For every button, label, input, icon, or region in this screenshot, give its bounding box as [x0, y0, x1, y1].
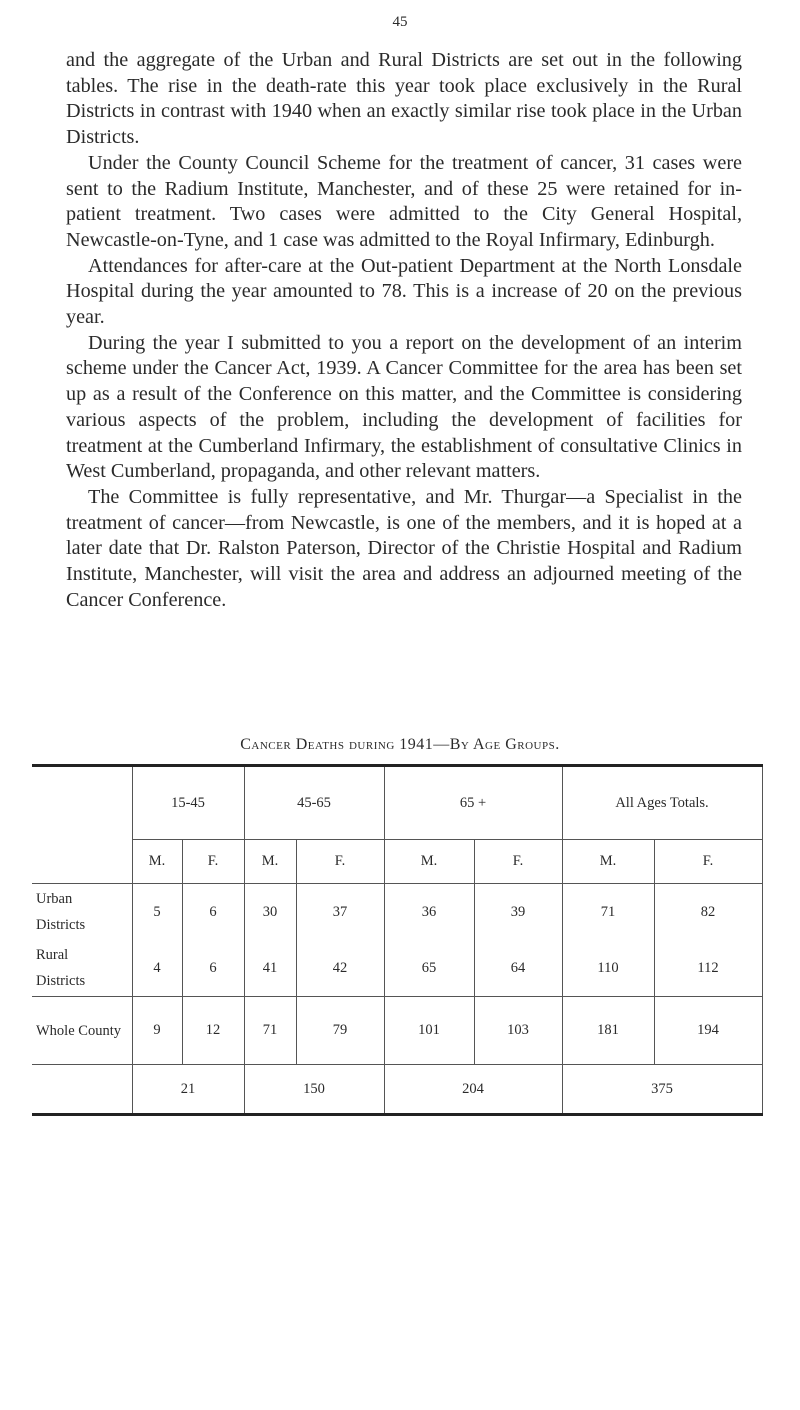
table-cell: 82 [654, 884, 762, 941]
table-cell: 181 [562, 997, 654, 1065]
table-cell: 103 [474, 997, 562, 1065]
table-cell: 42 [296, 940, 384, 997]
header-all-ages: All Ages Totals. [562, 766, 762, 840]
table-cell: 64 [474, 940, 562, 997]
body-text [66, 48, 742, 613]
table-cell: 71 [562, 884, 654, 941]
table-cell: 41 [244, 940, 296, 997]
table-cell: 37 [296, 884, 384, 941]
table-cell: 39 [474, 884, 562, 941]
table-cell: 101 [384, 997, 474, 1065]
sex-header: M. [132, 840, 182, 884]
group-total-all-ages: 375 [562, 1065, 762, 1115]
sex-header: F. [296, 840, 384, 884]
paragraph-5: The Committee is fully representative, and Mr. Thurgar—a Specialist in the treatment of cancer—from Newcastle, is one of the members, and it is hoped at a later date that Dr. Ralston Paterson, Director of the Christie Hospital and Radium Institute, Manchester, will visit the area and address an adjourned meeting of the Cancer Conference. [66, 485, 742, 611]
sex-header: M. [384, 840, 474, 884]
table-cell: 6 [182, 940, 244, 997]
sex-header: M. [244, 840, 296, 884]
table-title: Cancer Deaths during 1941—By Age Groups. [240, 736, 560, 753]
paragraph-2: Under the County Council Scheme for the treatment of cancer, 31 cases were sent to the Radium Institute, Manchester, and of these 25 were retained for in-patient treatment. Two cases were admitted to the City General Hospital, Newcastle-on-Tyne, and 1 case was admitted to the Royal Infirmary, Edinburgh. [66, 151, 742, 251]
paragraph-1: and the aggregate of the Urban and Rural Districts are set out in the following tables. The rise in the death-rate this year took place exclusively in the Rural Districts in contrast with 1940 when an exactly similar rise took place in the Urban Districts. [66, 49, 742, 149]
table-cell: 110 [562, 940, 654, 997]
table-cell: 30 [244, 884, 296, 941]
paragraph-4: During the year I submitted to you a report on the development of an interim scheme under the Cancer Act, 1939. A Cancer Committee for the area has been set up as a result of the Conference on this matter, and the Committee is considering various aspects of the problem, including the development of facilities for treatment at the Cumberland Infirmary, the establishment of consultative Clinics in West Cumberland, propaganda, and other relevant matters. [66, 331, 742, 483]
group-total-45-65: 150 [244, 1065, 384, 1115]
sex-header-blank [32, 840, 132, 884]
header-age-45-65: 45-65 [244, 766, 384, 840]
header-age-15-45: 15-45 [132, 766, 244, 840]
sex-header: F. [654, 840, 762, 884]
table-cell: 9 [132, 997, 182, 1065]
sex-header: F. [182, 840, 244, 884]
sex-header: F. [474, 840, 562, 884]
table-cell: 6 [182, 884, 244, 941]
table-cell: 36 [384, 884, 474, 941]
row-label-rural: Rural Districts [32, 940, 132, 997]
group-total-15-45: 21 [132, 1065, 244, 1115]
table-cell: 5 [132, 884, 182, 941]
table-cell: 4 [132, 940, 182, 997]
table-cell: 71 [244, 997, 296, 1065]
paragraph-3: Attendances for after-care at the Out-patient Department at the North Lonsdale Hospital during the year amounted to 78. This is a increase of 20 on the previous year. [66, 254, 742, 329]
page-number: 45 [392, 14, 408, 30]
cancer-deaths-table [32, 764, 763, 1116]
row-label-whole-county: Whole County [32, 997, 132, 1065]
table-cell: 112 [654, 940, 762, 997]
table-cell: 65 [384, 940, 474, 997]
header-blank [32, 766, 132, 840]
group-total-65-plus: 204 [384, 1065, 562, 1115]
header-age-65-plus: 65 + [384, 766, 562, 840]
row-label-urban: Urban Districts [36, 891, 86, 933]
totals-label-blank [32, 1065, 132, 1115]
table-cell: 12 [182, 997, 244, 1065]
table-cell: 79 [296, 997, 384, 1065]
table-cell: 194 [654, 997, 762, 1065]
sex-header: M. [562, 840, 654, 884]
